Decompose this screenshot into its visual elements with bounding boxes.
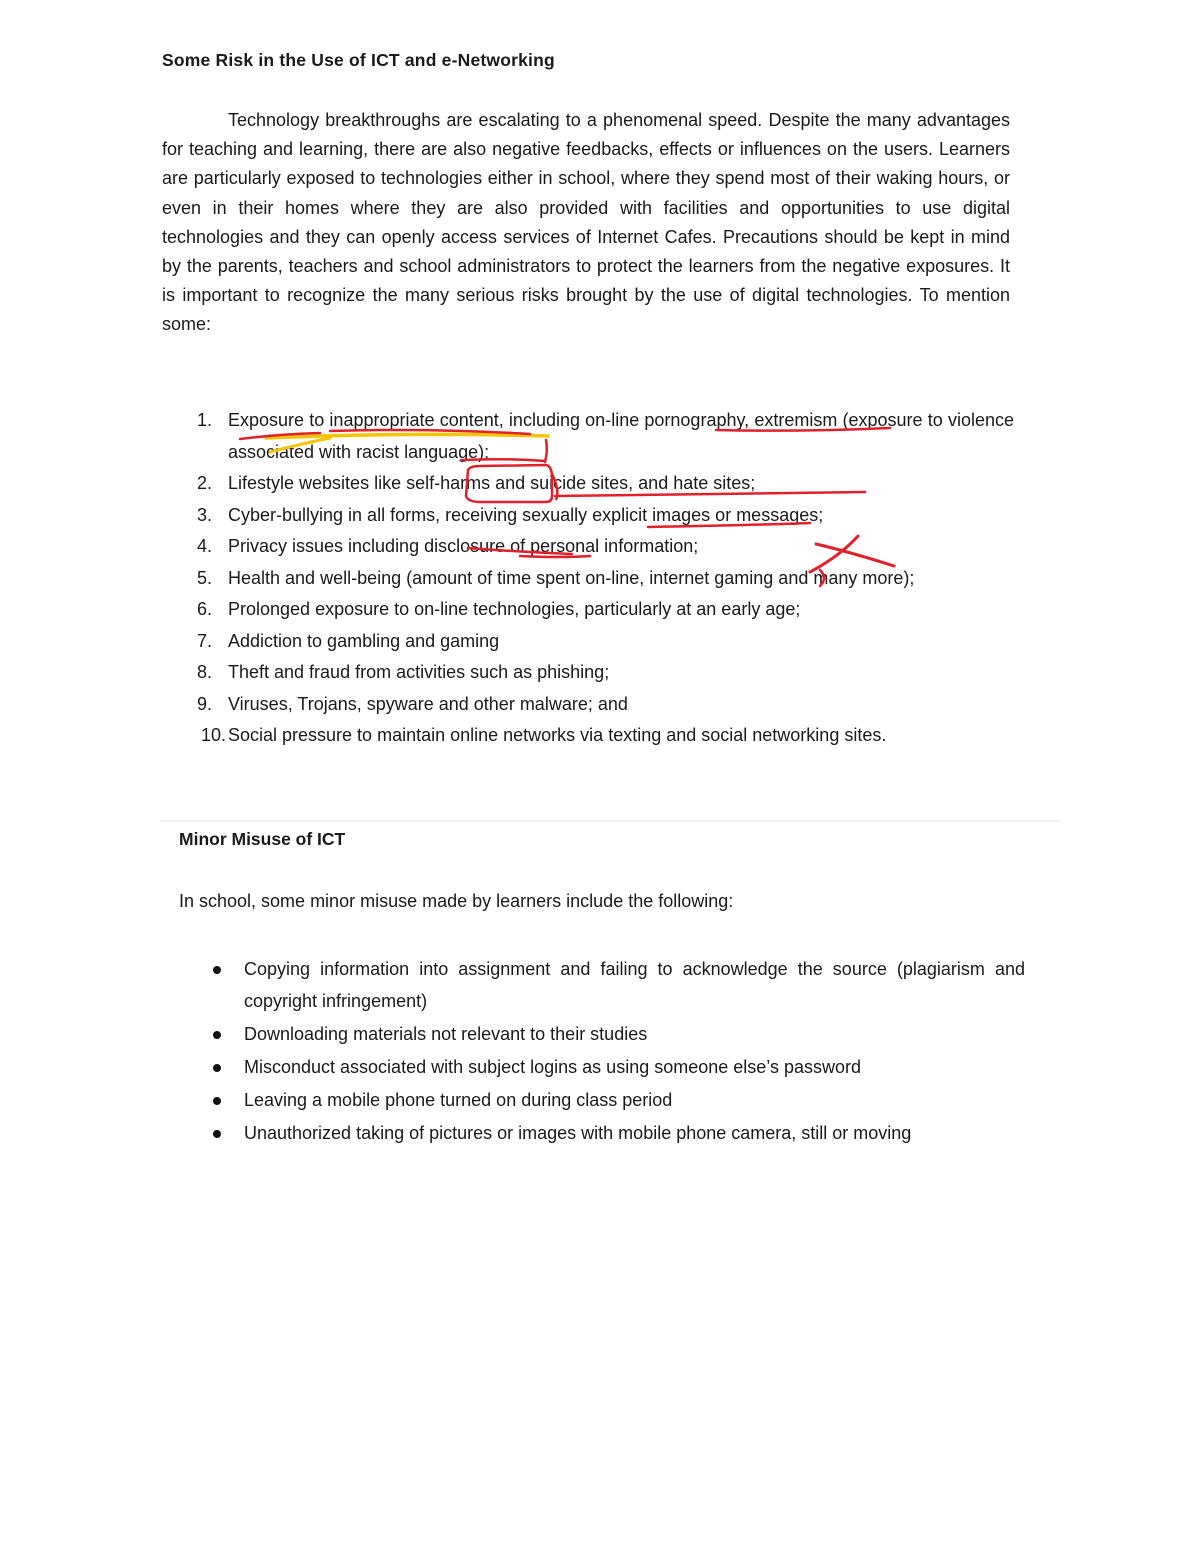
- list-item: [162, 720, 1014, 752]
- list-number: 10.: [200, 725, 226, 745]
- bullet-item: [179, 954, 1025, 1017]
- bullet-item: [179, 1118, 1025, 1150]
- bullet-item-text: Copying information into assignment and failing to acknowledge the source (plagiarism and copyright infringement): [244, 959, 1025, 1011]
- bullet-item-text: Leaving a mobile phone turned on during class period: [244, 1089, 673, 1110]
- list-number: 3.: [196, 504, 212, 525]
- list-item-text: Health and well-being (amount of time spent on-line, internet gaming and many more);: [228, 567, 915, 588]
- list-item-text: Addiction to gambling and gaming: [228, 630, 500, 651]
- bullet-item: [179, 1052, 1025, 1084]
- intro-paragraph: [162, 106, 1010, 340]
- bullet-item-text: Unauthorized taking of pictures or images with mobile phone camera, still or moving: [244, 1122, 912, 1143]
- list-number: 9.: [196, 693, 212, 714]
- list-number: 6.: [196, 599, 212, 619]
- list-item-text: Exposure to inappropriate content, including on-line pornography, extremism (exposure to violence associated with racist language);: [228, 410, 1014, 462]
- bullet-item-text: Misconduct associated with subject logins as using someone else’s password: [244, 1056, 861, 1077]
- list-item-text: Social pressure to maintain online networks via texting and social networking sites.: [228, 725, 887, 745]
- list-item-text: Theft and fraud from activities such as phishing;: [228, 662, 610, 682]
- list-number: 5.: [196, 567, 212, 588]
- section-divider: [160, 820, 1060, 822]
- list-number: 4.: [196, 536, 212, 556]
- page-title: Some Risk in the Use of ICT and e-Networking: [162, 50, 555, 70]
- list-number: 2.: [196, 473, 212, 493]
- bullet-icon: [213, 966, 221, 974]
- list-item: [162, 657, 1014, 689]
- list-item: [162, 405, 1014, 468]
- minor-misuse-intro: In school, some minor misuse made by learners include the following:: [179, 891, 734, 911]
- bullet-icon: [213, 1031, 221, 1039]
- bullet-item: [179, 1085, 1025, 1117]
- list-number: 1.: [196, 410, 212, 430]
- list-number: 7.: [196, 630, 212, 651]
- list-number: 8.: [196, 662, 212, 682]
- list-item: [162, 626, 1014, 658]
- list-item-text: Cyber-bullying in all forms, receiving sexually explicit images or messages;: [228, 504, 824, 525]
- list-item: [162, 689, 1014, 721]
- list-item-text: Viruses, Trojans, spyware and other malware; and: [228, 693, 628, 714]
- list-item: [162, 468, 1014, 500]
- list-item: [162, 563, 1014, 595]
- intro-paragraph-text: Technology breakthroughs are escalating to a phenomenal speed. Despite the many advantages for teaching and learning, there are also negative feedbacks, effects or influences on the users. Learners are particularly exposed to technologies either in school, where they spend most of their waking hours, or even in their homes where they are also provided with facilities and opportunities to use digital technologies and they can openly access services of Internet Cafes. Precautions should be kept in mind by the parents, teachers and school administrators to protect the learners from the negative exposures. It is important to recognize the many serious risks brought by the use of digital technologies. To mention some:: [162, 110, 1010, 335]
- bullet-item-text: Downloading materials not relevant to their studies: [244, 1023, 648, 1044]
- minor-misuse-list: [179, 954, 1025, 1151]
- risk-list: [162, 405, 1014, 752]
- list-item-text: Privacy issues including disclosure of personal information;: [228, 536, 699, 556]
- list-item: [162, 594, 1014, 626]
- list-item-text: Prolonged exposure to on-line technologies, particularly at an early age;: [228, 599, 801, 619]
- section-title-minor-misuse: Minor Misuse of ICT: [179, 829, 346, 849]
- bullet-icon: [213, 1097, 221, 1105]
- bullet-item: [179, 1019, 1025, 1051]
- bullet-icon: [213, 1130, 221, 1138]
- list-item: [162, 500, 1014, 532]
- list-item-text: Lifestyle websites like self-harms and suicide sites, and hate sites;: [228, 473, 756, 493]
- bullet-icon: [213, 1064, 221, 1072]
- list-item: [162, 531, 1014, 563]
